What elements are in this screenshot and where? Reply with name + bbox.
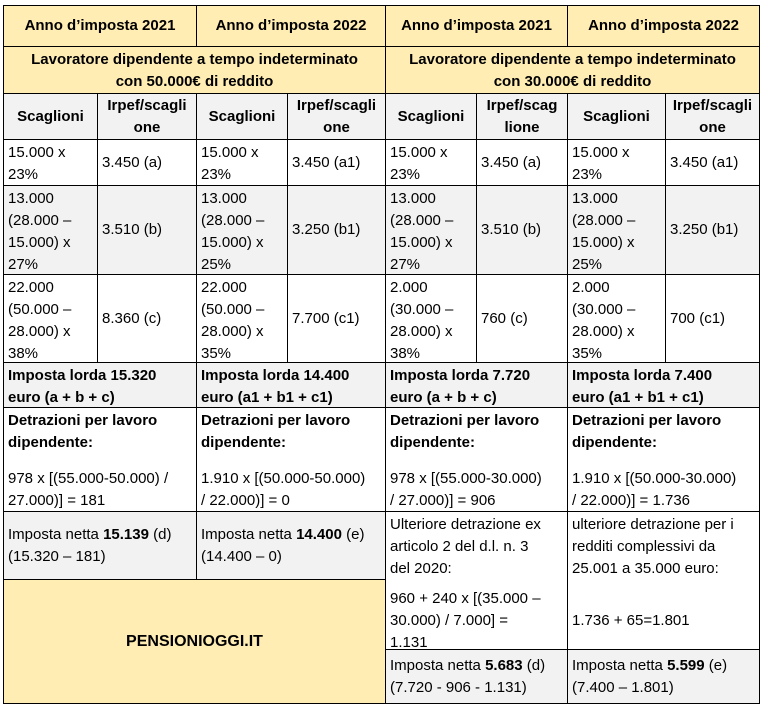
cell-text: dipendente:: [201, 434, 286, 451]
cell-text: 3.250 (b1): [292, 221, 361, 238]
subheader-scaglioni: [568, 94, 666, 140]
imposta-lorda: [197, 363, 386, 408]
cell-text: 15.000 x: [390, 144, 448, 161]
cell-text: euro (a + b + c): [390, 389, 497, 406]
cell-text: 13.000: [572, 190, 618, 207]
cell-text: 3.450 (a): [481, 153, 542, 171]
subheader-scaglioni: [197, 94, 288, 140]
cell-text: 960 + 240 x [(35.000 –: [390, 590, 541, 607]
cell-text: 3.450 (a1): [292, 153, 361, 171]
cell-text: 978 x [(55.000-50.000) /: [8, 470, 169, 487]
cell-text: 15.139: [103, 525, 149, 543]
cell-text: 27%: [8, 256, 39, 273]
cell-text: 3.450 (a1): [670, 153, 739, 171]
cell-text: 13.000: [390, 190, 436, 207]
cell-text: Irpef/scag: [486, 97, 558, 114]
cell-text: Anno d’imposta 2021: [24, 17, 176, 34]
cell-text: (50.000 –: [201, 301, 265, 318]
imposta-lorda: [3, 363, 197, 408]
irpef-value: [98, 186, 197, 275]
scaglione-cell: [3, 186, 98, 275]
ulteriore-detrazione: [386, 512, 568, 650]
cell-text: 7.700 (c1): [292, 309, 360, 327]
cell-text: (30.000 –: [572, 301, 636, 318]
cell-text: 15.000 x: [572, 144, 630, 161]
cell-text: (d): [522, 656, 546, 674]
scaglione-cell: [386, 275, 477, 363]
cell-text: 978 x [(55.000-30.000): [390, 470, 542, 487]
cell-text: (e): [341, 525, 365, 543]
cell-text: 2.000: [572, 279, 610, 296]
imposta-netta: [197, 512, 386, 580]
cell-text: 15.000) x: [201, 234, 264, 251]
cell-text: del 2020:: [390, 560, 452, 577]
cell-text: Detrazioni per lavoro: [390, 412, 540, 429]
cell-text: euro (a1 + b1 + c1): [201, 389, 333, 406]
irpef-value: [288, 275, 386, 363]
cell-text: 700 (c1): [670, 309, 726, 327]
cell-text: (14.400 – 0): [201, 547, 282, 565]
cell-text: Imposta lorda 7.400: [572, 367, 713, 384]
cell-text: Scaglioni: [397, 107, 465, 125]
irpef-value: [477, 140, 568, 186]
cell-text: 3.510 (b): [481, 221, 542, 238]
cell-text: Imposta netta: [390, 656, 486, 674]
scaglione-cell: [197, 186, 288, 275]
cell-text: (28.000 –: [390, 212, 454, 229]
cell-text: 25%: [201, 256, 232, 273]
brand-logo: [3, 580, 386, 704]
cell-text: Scaglioni: [583, 107, 650, 125]
header-2022-left: [197, 5, 386, 47]
cell-text: euro (a + b + c): [8, 389, 115, 406]
cell-text: Anno d’imposta 2022: [588, 17, 739, 34]
cell-text: (15.320 – 181): [8, 547, 106, 565]
cell-text: Imposta netta: [201, 525, 297, 543]
scaglione-cell: [568, 186, 666, 275]
cell-text: dipendente:: [8, 434, 93, 451]
cell-text: (28.000 –: [201, 212, 265, 229]
cell-text: 13.000: [201, 190, 247, 207]
subheader-irpef: [666, 94, 760, 140]
cell-text: 1.910 x [(50.000-30.000): [572, 470, 737, 487]
cell-text: 35%: [201, 345, 232, 362]
scaglione-cell: [197, 275, 288, 363]
ulteriore-detrazione: [568, 512, 760, 650]
irpef-value: [98, 275, 197, 363]
cell-text: Anno d’imposta 2022: [215, 17, 367, 34]
scaglione-cell: [568, 275, 666, 363]
cell-text: 28.000) x: [201, 323, 264, 340]
cell-text: Detrazioni per lavoro: [572, 412, 722, 429]
cell-text: 15.000) x: [390, 234, 453, 251]
cell-text: Anno d’imposta 2021: [401, 17, 552, 34]
cell-text: 1.736 + 65=1.801: [572, 612, 690, 629]
cell-text: 8.360 (c): [102, 309, 162, 327]
cell-text: Imposta netta: [572, 656, 668, 674]
imposta-netta: [3, 512, 197, 580]
scaglione-cell: [3, 140, 98, 186]
cell-text: articolo 2 del d.l. n. 3: [390, 538, 529, 555]
cell-text: 15.000 x: [201, 144, 259, 161]
cell-text: 25.001 a 35.000 euro:: [572, 560, 719, 577]
cell-text: 28.000) x: [8, 323, 71, 340]
cell-text: Irpef/scagli: [296, 97, 377, 114]
section-title-30000: [386, 47, 760, 94]
detrazioni-cell: [3, 408, 197, 512]
scaglione-cell: [386, 186, 477, 275]
cell-text: (28.000 –: [8, 212, 72, 229]
imposta-netta: [386, 650, 568, 704]
subheader-scaglioni: [386, 94, 477, 140]
cell-text: 2.000: [390, 279, 428, 296]
cell-text: dipendente:: [390, 434, 475, 451]
cell-text: Lavoratore dipendente a tempo indeterminato: [409, 51, 736, 68]
cell-text: 23%: [572, 166, 603, 183]
header-2022-right: [568, 5, 760, 47]
subheader-scaglioni: [3, 94, 98, 140]
cell-text: Detrazioni per lavoro: [201, 412, 351, 429]
irpef-value: [98, 140, 197, 186]
cell-text: Scaglioni: [208, 107, 276, 125]
cell-text: 1.910 x [(50.000-50.000): [201, 470, 366, 487]
cell-text: 5.683: [485, 656, 523, 674]
cell-text: Irpef/scagli: [672, 97, 753, 114]
irpef-value: [666, 140, 760, 186]
cell-text: 30.000) / 7.000] =: [390, 612, 509, 629]
scaglione-cell: [386, 140, 477, 186]
cell-text: (50.000 –: [8, 301, 72, 318]
header-2021-right: [386, 5, 568, 47]
cell-text: (30.000 –: [390, 301, 454, 318]
cell-text: 23%: [201, 166, 232, 183]
cell-text: 38%: [8, 345, 39, 362]
subheader-irpef: [288, 94, 386, 140]
cell-text: 760 (c): [481, 309, 528, 327]
cell-text: Imposta netta: [8, 525, 104, 543]
cell-text: lione: [504, 119, 540, 136]
cell-text: / 22.000)] = 0: [201, 492, 290, 509]
cell-text: dipendente:: [572, 434, 657, 451]
cell-text: ulteriore detrazione per i: [572, 516, 734, 533]
cell-text: 14.400: [296, 525, 342, 543]
cell-text: 23%: [8, 166, 39, 183]
cell-text: Scaglioni: [17, 107, 84, 125]
cell-text: / 27.000)] = 906: [390, 492, 496, 509]
cell-text: Detrazioni per lavoro: [8, 412, 158, 429]
cell-text: 22.000: [8, 279, 54, 296]
cell-text: 28.000) x: [572, 323, 635, 340]
irpef-value: [477, 275, 568, 363]
cell-text: 3.450 (a): [102, 153, 163, 171]
cell-text: 27%: [390, 256, 421, 273]
cell-text: 3.250 (b1): [670, 221, 739, 238]
imposta-lorda: [568, 363, 760, 408]
cell-text: 1.131: [390, 634, 428, 650]
cell-text: / 22.000)] = 1.736: [572, 492, 691, 509]
cell-text: (d): [148, 525, 172, 543]
subheader-irpef: [477, 94, 568, 140]
imposta-netta: [568, 650, 760, 704]
irpef-value: [288, 140, 386, 186]
cell-text: Imposta lorda 15.320: [8, 367, 157, 384]
irpef-value: [666, 275, 760, 363]
cell-text: 15.000 x: [8, 144, 66, 161]
cell-text: 5.599: [667, 656, 705, 674]
cell-text: con 30.000€ di reddito: [493, 73, 652, 90]
cell-text: one: [133, 119, 161, 136]
cell-text: 3.510 (b): [102, 221, 163, 238]
cell-text: Ulteriore detrazione ex: [390, 516, 541, 533]
scaglione-cell: [568, 140, 666, 186]
cell-text: Imposta lorda 7.720: [390, 367, 531, 384]
imposta-lorda: [386, 363, 568, 408]
cell-text: Irpef/scagli: [107, 97, 187, 114]
cell-text: 28.000) x: [390, 323, 453, 340]
cell-text: 15.000) x: [572, 234, 635, 251]
detrazioni-cell: [197, 408, 386, 512]
cell-text: Lavoratore dipendente a tempo indeterminato: [31, 51, 358, 68]
detrazioni-cell: [568, 408, 760, 512]
cell-text: 22.000: [201, 279, 247, 296]
cell-text: 23%: [390, 166, 421, 183]
detrazioni-cell: [386, 408, 568, 512]
cell-text: euro (a1 + b1 + c1): [572, 389, 704, 406]
irpef-value: [477, 186, 568, 275]
cell-text: (e): [704, 656, 728, 674]
scaglione-cell: [3, 275, 98, 363]
cell-text: (7.400 – 1.801): [572, 678, 674, 696]
cell-text: 38%: [390, 345, 421, 362]
cell-text: (7.720 - 906 - 1.131): [390, 678, 527, 696]
irpef-value: [666, 186, 760, 275]
cell-text: 25%: [572, 256, 603, 273]
cell-text: redditi complessivi da: [572, 538, 716, 555]
header-2021-left: [3, 5, 197, 47]
cell-text: 15.000) x: [8, 234, 71, 251]
cell-text: Imposta lorda 14.400: [201, 367, 350, 384]
irpef-value: [288, 186, 386, 275]
section-title-50000: [3, 47, 386, 94]
cell-text: con 50.000€ di reddito: [115, 73, 274, 90]
cell-text: one: [323, 119, 350, 136]
cell-text: PENSIONIOGGI.IT: [126, 632, 263, 650]
scaglione-cell: [197, 140, 288, 186]
cell-text: one: [699, 119, 726, 136]
subheader-irpef: [98, 94, 197, 140]
cell-text: 35%: [572, 345, 603, 362]
cell-text: 13.000: [8, 190, 54, 207]
cell-text: 27.000)] = 181: [8, 492, 106, 509]
cell-text: (28.000 –: [572, 212, 636, 229]
